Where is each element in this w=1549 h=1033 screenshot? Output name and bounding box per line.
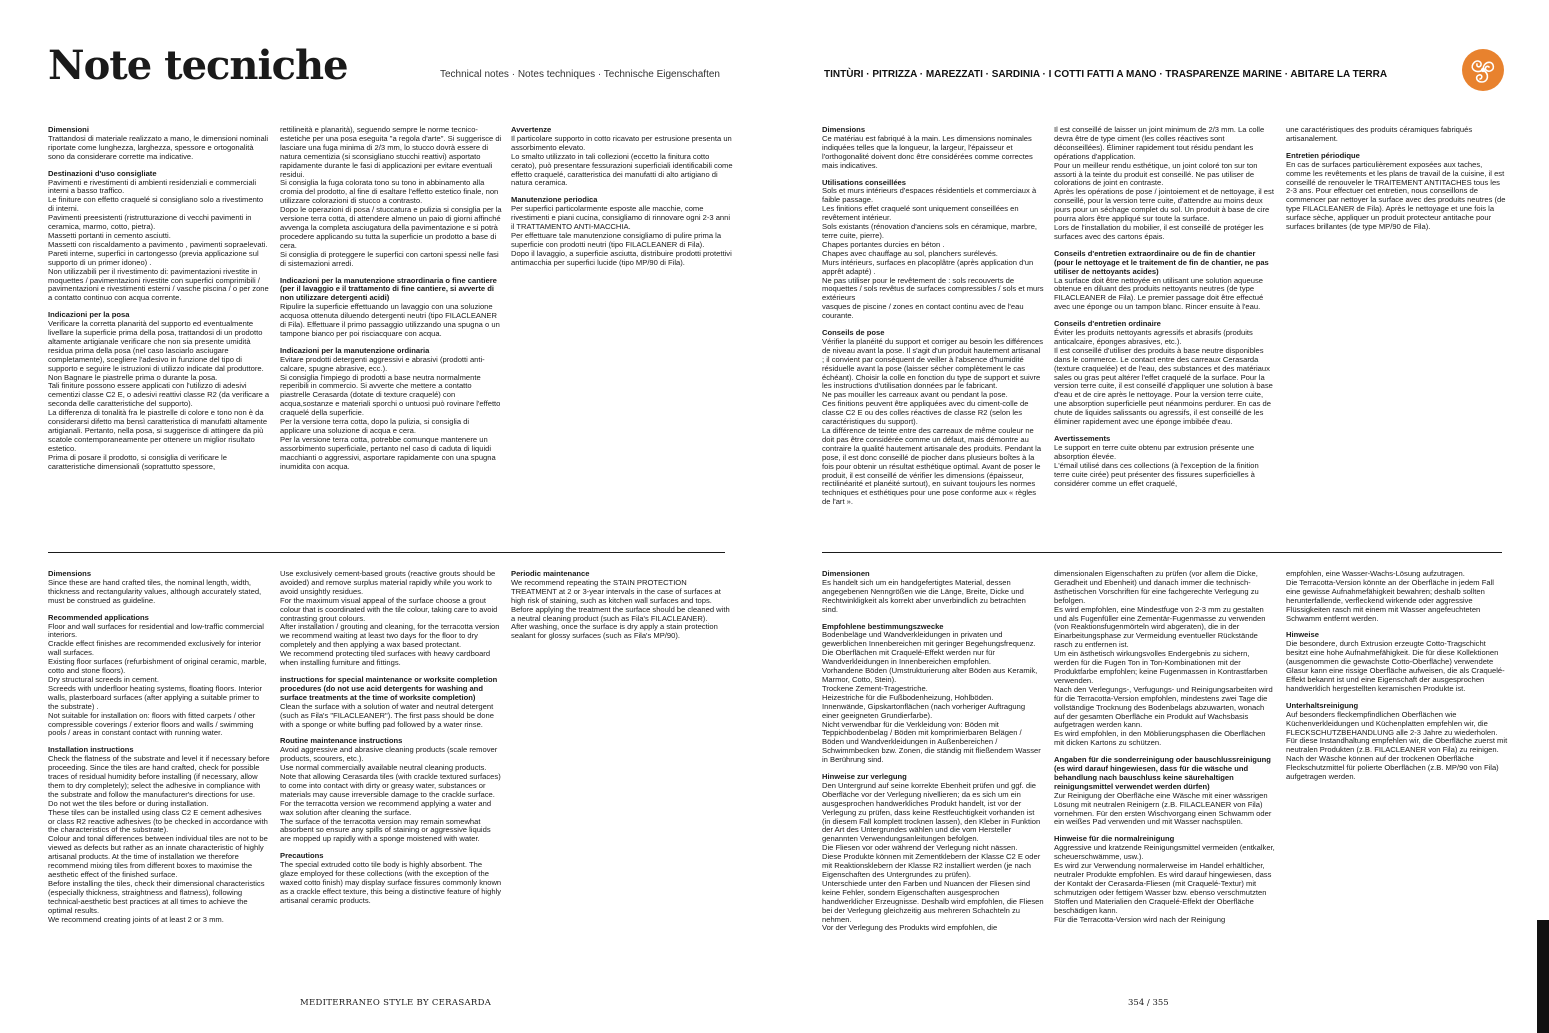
divider-left: [48, 552, 725, 553]
german-column-2: [1054, 570, 1276, 988]
section-text: Den Untergrund auf seine korrekte Ebenheit prüfen und ggf. die Oberfläche vor der Verlegung nivellieren; da es sich um ein ausgesprochen handwerkliches Produkt handelt, ist vor der Verlegung zu prüfen, dass keine Restfeuchtigkeit vorhanden ist (in diesem Fall komplett trocknen lassen), den Kleber in Funktion der Art des Untergrundes wählen und die vom Hersteller genannten Verwendungsanleitungen befolgen. Die Fliesen vor oder während der Verlegung nicht nässen. Diese Produkte können mit Zementklebern der Klasse C2 E oder mit Reaktionsklebern der Klasse R2 installiert werden (je nach Eigenschaften des Untergrundes zu prüfen). Unterschiede unter den Farben und Nuancen der Fliesen sind keine Fehler, sondern Eigenschaften ausgesprochen handwerklicher Erzeugnisse. Deshalb wird empfohlen, die Fliesen bei der Verlegung gleichzeitig aus mehreren Schachteln zu nehmen. Vor der Verlegung des Produkts wird empfohlen, die: [822, 780, 1044, 933]
section-text: dimensionalen Eigenschaften zu prüfen (vor allem die Dicke, Geradheit und Ebenheit) und danach immer die technisch-ästhetischen Vorschriften für eine fachgerechte Verlegung zu befolgen. Es wird empfohlen, eine Mindestfuge von 2-3 mm zu gestalten und als Fugenfüller eine Zementär-Fugenmasse zu verwenden (von Reaktionsfugenmörteln wird abgeraten), die in der Einarbeitungsphase zur Vermeidung eventueller Rückstände rasch zu entfernen ist. Um ein ästhetisch wirkungsvolles Endergebnis zu sichern, werden für die Fugen Ton in Ton-Kombinationen mit der Produktfarbe empfohlen; keine Fugenmassen in Kontrastfarben verwenden. Nach den Verlegungs-, Verfugungs- und Reinigungsarbeiten wird für die Terracotta-Version empfohlen, mindestens zwei Tage die vollständige Trocknung des Bodenbelags abzuwarten, wonach auf der gesamten Oberfläche ein Produkt auf Wachsbasis aufgetragen werden kann. Es wird empfohlen, in den Möblierungsphasen die Oberflächen mit dicken Kartons zu schützen.: [1054, 570, 1273, 748]
section-heading: Conseils d'entretien extraordinaire ou de fin de chantier (pour le nettoyage et le traitement de fin de chantier, ne pas utiliser de nettoyants acides): [1054, 248, 1269, 276]
section-text: Bodenbeläge und Wandverkleidungen in privaten und gewerblichen Innenbereichen mit geringer Begehungsfrequenz. Die Oberflächen mit Craquelé-Effekt werden nur für Wandverkleidungen in Innenbereichen empfohlen. Vorhandene Böden (Umstrukturierung alter Böden aus Keramik, Marmor, Cotto, Stein). Trockene Zement-Tragestriche. Heizestriche für die Fußbodenheizung, Hohlböden. Innenwände, Gipskartonflächen (nach vorheriger Auftragung einer geeigneten Grundierfarbe). Nicht verwendbar für die Verkleidung von: Böden mit Teppichbodenbelag / Böden mit komprimierbaren Belägen / Böden und Wandverkleidungen in Außenbereichen / Schwimmbecken bzw. Zonen, die ständig mit fließendem Wasser in Berührung sind.: [822, 630, 1041, 765]
italian-column-1: [48, 126, 270, 538]
section-heading: Entretien périodique: [1286, 150, 1360, 160]
section-heading: Utilisations conseillées: [822, 177, 906, 187]
section-heading: Avertissements: [1054, 434, 1111, 443]
section-heading: Hinweise zur verlegung: [822, 772, 907, 782]
section-text: Le support en terre cuite obtenu par extrusion présente une absorption élevée. L'émail utilisé dans ces collections (à l'exception de la finition terre cuite cirée) peut présenter des fissures superficielles à considérer comme un effet craquelé,: [1054, 442, 1259, 488]
section-text: Pavimenti e rivestimenti di ambienti residenziali e commerciali interni a basso traffico. Le finiture con effetto craquelé si consigliano solo a rivestimento di interni. Pavimenti preesistenti (ristrutturazione di vecchi pavimenti in ceramica, marmo, cotto, pietra). Massetti portanti in cemento asciutti. Massetti con riscaldamento a pavimento , pavimenti sopraelevati. Pareti interne, superfici in cartongesso (previa applicazione sul supporto di un primer idoneo) . Non utilizzabili per il rivestimento di: pavimentazioni rivestite in moquettes / pavimentazioni rivestite con superfici comprimibili / pavimentazioni e rivestimenti esterni / vasche piscina / o per zone a contatto continuo con acqua corrente.: [48, 177, 269, 303]
section-text: Since these are hand crafted tiles, the nominal length, width, thickness and rectangularity values, although accurately stated, must be construed as guideline.: [48, 577, 262, 605]
italian-column-2: [280, 126, 502, 538]
section-text: The special extruded cotto tile body is highly absorbent. The glaze employed for these collections (with the exception of the waxed cotto finish) may display surface fissures commonly known as a crackle effect texture, this being a distinctive feature of highly artisanal ceramic products.: [280, 860, 502, 905]
section-text: une caractéristiques des produits céramiques fabriqués artisanalement.: [1286, 126, 1473, 143]
french-column-3: [1286, 126, 1508, 538]
italian-column-3: [511, 126, 733, 538]
section-text: Auf besonders fleckempfindlichen Oberflächen wie Küchenverkleidungen und Küchenplatten empfehlen wir, die FLECKSCHUTZBEHANDLUNG alle 2-3 Jahre zu wiederholen. Für diese Instandhaltung empfehlen wir, die Oberfläche zuerst mit neutralen Produkten (z.B. FILACLEANER von Fila) zu reinigen. Nach der Wäsche können auf der trockenen Oberfläche Fleckschutzmittel für polierte Oberflächen (z.B. MP/90 von Fila) aufgetragen werden.: [1286, 709, 1508, 782]
page-title: Note tecniche: [48, 42, 348, 89]
section-heading: Indicazioni per la posa: [48, 310, 130, 320]
section-text: Zur Reinigung der Oberfläche eine Wäsche mit einer wässrigen Lösung mit neutralen Reinigern (z.B. FILACLEANER von Fila) vornehmen. Für den ersten Wischvorgang einen Schwamm oder ein weißes Pad verwenden und mit Wasser nachspülen.: [1054, 790, 1272, 827]
section-text: Sols et murs intérieurs d'espaces résidentiels et commerciaux à faible passage. Les finitions effet craquelé sont uniquement conseillées en revêtement intérieur. Sols existants (rénovation d'anciens sols en céramique, marbre, terre cuite, pierre). Chapes portantes durcies en béton . Chapes avec chauffage au sol, planchers surélevés. Murs intérieurs, surfaces en placoplâtre (après application d'un apprêt adapté) . Ne pas utiliser pour le revêtement de : sols recouverts de moquettes / sols revêtus de surfaces compressibles / sols et murs extérieurs vasques de piscine / zones en contact continu avec de l'eau courante.: [822, 186, 1044, 321]
section-text: Clean the surface with a solution of water and neutral detergent (such as Fila's "FILACLEANER"). The first pass should be done with a sponge or white buffing pad followed by a water rinse.: [280, 701, 494, 729]
section-text: Il est conseillé de laisser un joint minimum de 2/3 mm. La colle devra être de type ciment (les colles réactives sont déconseillées). Éliminer rapidement tout résidu pendant les opérations d'application. Pour un meilleur rendu esthétique, un joint coloré ton sur ton assorti à la teinte du produit est conseillé. Ne pas utiliser de colorations de joint en contraste. Après les opérations de pose / jointoiement et de nettoyage, il est conseillé, pour la version terre cuite, d'attendre au moins deux jours pour un séchage complet du sol. Un produit à base de cire pourra alors être appliqué sur toute la surface. Lors de l'installation du mobilier, il est conseillé de protéger les surfaces avec des cartons épais.: [1054, 126, 1274, 241]
section-heading: Manutenzione periodica: [511, 195, 598, 205]
section-text: La surface doit être nettoyée en utilisant une solution aqueuse obtenue en diluant des produits nettoyants neutres (de type FILACLEANER de Fila). Le premier passage doit être effectué avec une éponge ou un tampon blanc. Rincer ensuite à l'eau.: [1054, 275, 1264, 312]
section-heading: Dimensionen: [822, 570, 870, 578]
section-text: Use exclusively cement-based grouts (reactive grouts should be avoided) and remove surplus material rapidly while you work to avoid unsightly residues. For the maximum visual appeal of the surface choose a grout colour that is coordinated with the tile colour, taking care to avoid contrasting grout colours. After installation / grouting and cleaning, for the terracotta version we recommend waiting at least two days for the floor to dry completely and then applying a wax based protectant. We recommend protecting tiled surfaces with heavy cardboard when installing furniture and fittings.: [280, 570, 500, 668]
section-text: En cas de surfaces particulièrement exposées aux taches, comme les revêtements et les plans de travail de la cuisine, il est conseillé de renouveler le TRAITEMENT ANTITACHES tous les 2-3 ans. Pour effectuer cet entretien, nous conseillons de commencer par nettoyer la surface avec des produits neutres (de type FILACLEANER de Fila). Après le nettoyage et une fois la surface sèche, appliquer un produit protecteur antitache pour surfaces brillantes (de type MP/90 de Fila).: [1286, 159, 1506, 232]
page-numbers: 354 / 355: [1128, 998, 1169, 1008]
section-text: Il particolare supporto in cotto ricavato per estrusione presenta un assorbimento elevato. Lo smalto utilizzato in tali collezioni (eccetto la finitura cotto cerato), può presentare fessurazioni superficiali identificabili come effetto craquelé, caratteristica dei manufatti di alto artigiano di natura ceramica.: [511, 133, 733, 188]
section-text: Avoid aggressive and abrasive cleaning products (scale remover products, scourers, etc.). Use normal commercially available neutral cleaning products. Note that allowing Cerasarda tiles (with crackle textured surfaces) to come into contact with dirty or greasy water, substances or materials may cause irreversible damage to the crackle surface. For the terracotta version we recommend applying a water and wax solution after cleaning the surface. The surface of the terracotta version may remain somewhat absorbent so ensure any spills of staining or aggressive liquids are mopped up rapidly with a sponge moistened with water.: [280, 745, 501, 844]
section-text: Aggressive und kratzende Reinigungsmittel vermeiden (entkalker, scheuerschwämme, usw.). Es wird zur Verwendung normalerweise im Handel erhältlicher, neutraler Produkte empfohlen. Es wird darauf hingewiesen, dass der Kontakt der Cerasarda-Fliesen (mit Craquelé-Textur) mit schmutzigen oder fettigem Wasser bzw. ebenso verschmutzten Stoffen und Materialien den Craquelé-Effekt der Oberfläche beschädigen kann. Für die Terracotta-Version wird nach der Reinigung: [1054, 843, 1275, 924]
french-column-2: [1054, 126, 1276, 538]
section-heading: Dimensions: [822, 126, 866, 134]
section-heading: Angaben für die sonderreinigung oder bauschlussreinigung (es wird darauf hingewiesen, dass für die wäsche und behandlung nach bauschluss keine säurehaltigen reinigungsmittel verwendet werden dürfen): [1054, 755, 1271, 791]
section-heading: Installation instructions: [48, 745, 134, 755]
collections-list: TINTÙRI · PITRIZZA · MAREZZATI · SARDINIA · I COTTI FATTI A MANO · TRASPARENZE MARINE · ABITARE LA TERRA: [824, 69, 1388, 80]
section-text: Die besondere, durch Extrusion erzeugte Cotto-Tragschicht besitzt eine hohe Aufnahmefähigkeit. Die für diese Kollektionen (ausgenommen die gewachste Cotto-Oberfläche) verwendete Glasur kann eine rissige Oberfläche aufweisen, die als Craquelé-Effekt bekannt ist und eine Eigenschaft der ausgesprochen handwerklich hergestellten keramischen Produkte ist.: [1286, 639, 1505, 693]
triskelion-spiral-icon: [1461, 48, 1505, 92]
section-heading: Destinazioni d'uso consigliate: [48, 168, 157, 178]
footer-brand: MEDITERRANEO STYLE BY CERASARDA: [300, 998, 492, 1008]
section-heading: Conseils d'entretien ordinaire: [1054, 319, 1161, 329]
section-heading: Recommended applications: [48, 612, 149, 622]
english-column-1: [48, 570, 270, 988]
section-heading: Dimensions: [48, 570, 92, 578]
section-heading: Unterhaltsreinigung: [1286, 700, 1359, 710]
section-heading: instructions for special maintenance or worksite completion procedures (do not use acid detergents for washing and surface treatments at the time of worksite completion): [280, 674, 498, 702]
english-column-2: [280, 570, 502, 988]
german-column-1: [822, 570, 1044, 988]
divider-right: [822, 552, 1502, 553]
section-text: Es handelt sich um ein handgefertigtes Material, dessen angegebenen Nenngrößen wie die Länge, Breite, Dicke und Rechtwinkligkeit als korrekt aber unverbindlich zu betrachten sind.: [822, 577, 1026, 614]
section-text: Evitare prodotti detergenti aggressivi e abrasivi (prodotti anti-calcare, spugne abrasive, ecc.). Si consiglia l'impiego di prodotti a base neutra normalmente reperibili in commercio. Si avverte che mettere a contatto piastrelle Cerasarda (dotate di texture craquelé) con acqua,sostanze e materiali sporchi o untuosi può rovinare l'effetto craquelé della superficie. Per la versione terra cotta, dopo la pulizia, si consiglia di applicare una soluzione di acqua e cera. Per la versione terra cotta, potrebbe comunque mantenere un assorbimento superficiale, pertanto nel caso di caduta di liquidi macchianti o aggressivi, asportare rapidamente con una spugna inumidita con acqua.: [280, 354, 501, 471]
section-heading: Indicazioni per la manutenzione straordinaria o fine cantiere (per il lavaggio e il trattamento di fine cantiere, si avverte di non utilizzare detergenti acidi): [280, 275, 497, 303]
section-text: Vérifier la planéité du support et corriger au besoin les différences de niveau avant la pose. Il s'agit d'un produit hautement artisanal ; il convient par conséquent de veiller à l'absence d'humidité résiduelle avant la pose (laisser sécher complètement le cas échéant). Choisir la colle en fonction du type de support et suivre les instructions d'utilisation données par le fabricant. Ne pas mouiller les carreaux avant ou pendant la pose. Ces finitions peuvent être appliquées avec du ciment-colle de classe C2 E ou des colles réactives de classe R2 (selon les caractéristiques du support). La différence de teinte entre des carreaux de même couleur ne doit pas être considérée comme un défaut, mais démontre au contraire la qualité hautement artisanale des produits. Pendant la pose, il est donc conseillé de piocher dans plusieurs boîtes à la fois pour obtenir un résultat esthétique optimal. Avant de poser le produit, il est conseillé de vérifier les dimensions (épaisseur, rectilinéarité et planéité surtout), en suivant toujours les normes techniques et esthétiques pour une pose conforme aux « règles de l'art ».: [822, 336, 1044, 507]
section-text: Trattandosi di materiale realizzato a mano, le dimensioni nominali riportate come lunghezza, larghezza, spessore e ortogonalità sono da considerare corrette ma indicative.: [48, 133, 269, 161]
section-heading: Indicazioni per la manutenzione ordinaria: [280, 345, 430, 355]
section-text: rettilineità e planarità), seguendo sempre le norme tecnico-estetiche per una posa eseguita "a regola d'arte". Si suggerisce di lasciare una fuga minima di 2/3 mm, lo stucco dovrà essere di natura cementizia (si sconsigliano stucchi reattivi) asportato rapidamente durante le fasi di applicazioni per evitare eventuali residui. Si consiglia la fuga colorata tono su tono in abbinamento alla cromia del prodotto, al fine di esaltare l'effetto estetico finale, non utilizzare colorazioni di stucco a contrasto. Dopo le operazioni di posa / stuccatura e pulizia si consiglia per la versione terra cotta, di attendere almeno un paio di giorni affinché avvenga la completa asciugatura della pavimentazione e si potrà procedere applicando su tutta la superficie un prodotto a base di cera. Si consiglia di proteggere le superfici con cartoni spessi nelle fasi di sistemazioni arredi.: [280, 126, 502, 268]
french-column-1: [822, 126, 1044, 538]
section-heading: Periodic maintenance: [511, 570, 590, 578]
section-heading: Hinweise für die normalreinigung: [1054, 834, 1175, 844]
section-heading: Conseils de pose: [822, 328, 885, 338]
section-text: We recommend repeating the STAIN PROTECTION TREATMENT at 2 or 3-year intervals in the case of surfaces at high risk of staining, such as kitchen wall surfaces and tops. Before applying the treatment the surface should be cleaned with a neutral cleaning product (such as Fila's FILACLEANER). After washing, once the surface is dry apply a stain protection sealant for glossy surfaces (such as Fila's MP/90).: [511, 577, 730, 641]
page-edge-tab: [1537, 920, 1549, 1033]
section-text: empfohlen, eine Wasser-Wachs-Lösung aufzutragen. Die Terracotta-Version könnte an der Oberfläche in jedem Fall eine gewisse Aufnahmefähigkeit bewahren; deshalb sollten herunterfallende, verfleckend wirkende oder aggressive Flüssigkeiten rasch mit einem mit Wasser angefeuchteten Schwamm entfernt werden.: [1286, 570, 1494, 623]
section-heading: Routine maintenance instructions: [280, 736, 403, 746]
section-text: Ce matériau est fabriqué à la main. Les dimensions nominales indiquées telles que la longueur, la largeur, l'épaisseur et l'orthogonalité doivent donc être considérées comme correctes mais indicatives.: [822, 133, 1033, 170]
section-heading: Dimensioni: [48, 126, 89, 134]
section-text: Per superfici particolarmente esposte alle macchie, come rivestimenti e piani cucina, consigliamo di rinnovare ogni 2-3 anni il TRATTAMENTO ANTI-MACCHIA. Per effettuare tale manutenzione consigliamo di pulire prima la superficie con prodotti neutri (tipo FILACLEANER di Fila). Dopo il lavaggio, a superficie asciutta, distribuire prodotti protettivi antimacchia per superfici lucide (tipo MP/90 di Fila).: [511, 204, 732, 267]
section-text: Ripulire la superficie effettuando un lavaggio con una soluzione acquosa ottenuta diluendo detergenti neutri (tipo FILACLEANER di Fila). Effettuare il primo passaggio utilizzando una spugna o un tampone bianco per poi risciacquare con acqua.: [280, 302, 500, 338]
section-heading: Avvertenze: [511, 126, 552, 134]
section-heading: Empfohlene bestimmungszwecke: [822, 621, 944, 631]
section-text: Check the flatness of the substrate and level it if necessary before proceeding. Since the tiles are hand crafted, check for possible traces of residual humidity before installing (if necessary, allow them to dry completely); select the adhesive in compliance with the substrate and follow the manufacturer's directions for use. Do not wet the tiles before or during installation. These tiles can be installed using class C2 E cement adhesives or class R2 reactive adhesives (to be checked in accordance with the characteristics of the substrate). Colour and tonal differences between individual tiles are not to be viewed as defects but rather as an innate characteristic of highly artisanal products. At the time of installation we therefore recommend mixing tiles from different boxes to maximise the aesthetic effect of the finished surface. Before installing the tiles, check their dimensional characteristics (especially thickness, straightness and flatness), following technical-aesthetic best practices at all times to achieve the optimal results. We recommend creating joints of at least 2 or 3 mm.: [48, 754, 270, 924]
section-text: Floor and wall surfaces for residential and low-traffic commercial interiors. Crackle effect finishes are recommended exclusively for interior wall surfaces. Existing floor surfaces (refurbishment of original ceramic, marble, cotto and stone floors). Dry structural screeds in cement. Screeds with underfloor heating systems, floating floors. Interior walls, plasterboard surfaces (after applying a suitable primer to the substrate) . Not suitable for installation on: floors with fitted carpets / other compressible coverings / exterior floors and walls / swimming pools / areas in constant contact with running water.: [48, 621, 267, 738]
english-column-3: [511, 570, 733, 988]
section-heading: Precautions: [280, 851, 324, 861]
section-text: Verificare la corretta planarità del supporto ed eventualmente livellare la superficie prima della posa, trattandosi di un prodotto altamente artigianale verificare che non sia presente umidità residua prima della posa (nel caso lasciarlo asciugare completamente), scegliere l'adesivo in funzione del tipo di supporto e seguire le istruzioni di utilizzo indicate dal produttore. Non Bagnare le piastrelle prima o durante la posa. Tali finiture possono essere applicati con l'utilizzo di adesivi cementizi classe C2 E, o adesivi reattivi classe R2 (da verificare a seconda delle caratteristiche del supporto). La differenza di tonalità fra le piastrelle di colore e tono non è da considerarsi difetto ma bensì caratteristica di manufatti altamente artigianali. Pertanto, nella posa, si suggerisce di attingere da più scatole contemporaneamente per ottenere un miglior risultato estetico. Prima di posare il prodotto, si consiglia di verificare le caratteristiche dimensionali (soprattutto spessore,: [48, 319, 270, 471]
page-subtitle: Technical notes · Notes techniques · Technische Eigenschaften: [440, 69, 720, 80]
section-text: Éviter les produits nettoyants agressifs et abrasifs (produits anticalcaire, éponges abrasives, etc.). Il est conseillé d'utiliser des produits à base neutre disponibles dans le commerce. Le contact entre des carreaux Cerasarda (texture craquelée) et de l'eau, des substances et des matériaux sales ou gras peut altérer l'effet craquelé de la surface. Pour la version terre cuite, il est conseillé d'appliquer une solution à base d'eau et de cire après le nettoyage. Pour la version terre cuite, une absorption superficielle peut néanmoins perdurer. En cas de chute de liquides salissants ou agressifs, il est conseillé de les éliminer rapidement avec une éponge imbibée d'eau.: [1054, 328, 1273, 427]
section-heading: Hinweise: [1286, 630, 1319, 640]
german-column-3: [1286, 570, 1508, 988]
